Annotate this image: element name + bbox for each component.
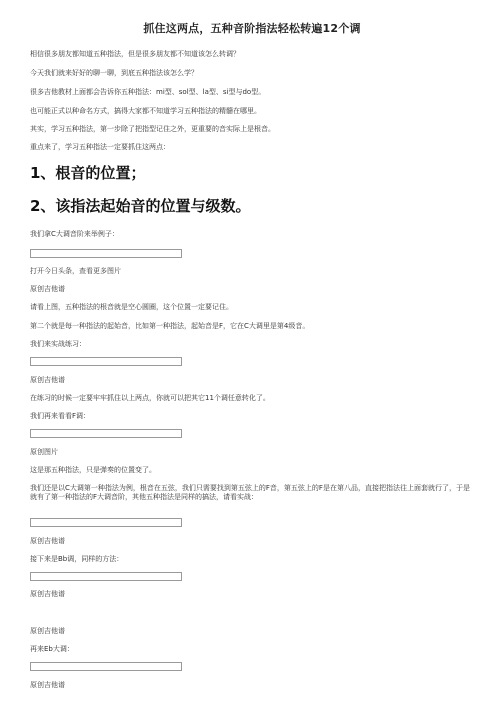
section-heading: 2、该指法起始音的位置与级数。 — [30, 197, 251, 215]
body-paragraph: 请看上图，五种指法的根音就是空心圆圈，这个位置一定要记住。 — [30, 303, 233, 311]
body-paragraph: 接下来是Bb调，同样的方法： — [30, 555, 124, 563]
image-placeholder — [30, 249, 182, 258]
image-placeholder — [30, 518, 182, 527]
body-paragraph: 我们再来看看F调： — [30, 412, 91, 420]
intro-paragraph: 重点来了，学习五种指法一定要抓住这两点： — [30, 143, 170, 151]
intro-paragraph: 相信很多朋友都知道五种指法，但是很多朋友都不知道该怎么转调？ — [30, 50, 240, 58]
body-paragraph: 在练习的时候一定要牢牢抓住以上两点，你就可以把其它11个调任意转化了。 — [30, 394, 270, 402]
intro-paragraph: 今天我们就来好好的聊一聊，到底五种指法该怎么学？ — [30, 69, 198, 77]
intro-paragraph: 其实，学习五种指法，第一步除了把指型记住之外，更重要的音实际上是根音。 — [30, 125, 275, 133]
intro-paragraph: 也可能正式以种命名方式，搞得大家都不知道学习五种指法的精髓在哪里。 — [30, 107, 261, 115]
image-caption: 原创图片 — [30, 448, 58, 456]
image-link-text[interactable]: 打开今日头条，查看更多图片 — [30, 267, 121, 275]
image-caption: 原创吉他谱 — [30, 590, 65, 598]
body-paragraph: 这是那五种指法，只是弹奏的位置变了。 — [30, 466, 156, 474]
image-placeholder — [30, 357, 182, 366]
image-placeholder — [30, 429, 182, 438]
image-placeholder — [30, 662, 182, 671]
body-paragraph: 再来Eb大调： — [30, 645, 74, 653]
image-caption: 原创吉他谱 — [30, 627, 65, 635]
image-placeholder — [30, 572, 182, 581]
image-caption: 原创吉他谱 — [30, 681, 65, 689]
section-heading: 1、根音的位置； — [30, 164, 146, 182]
image-caption: 原创吉他谱 — [30, 285, 65, 293]
document-title: 抓住这两点，五种音阶指法轻松转遍12个调 — [143, 22, 361, 35]
body-paragraph: 我们来实战练习： — [30, 340, 86, 348]
body-paragraph: 我们还是以C大调第一种指法为例，根音在五弦，我们只需要找到第五弦上的F音，第五弦上的F是在第八品，直接把指法往上面套就行了，于是就有了第一种指法的F大调音阶，其他五种指法是同样的搞法，请看实战： — [30, 484, 470, 501]
image-caption: 原创吉他谱 — [30, 376, 65, 384]
intro-paragraph: 很多吉他教材上面都会告诉你五种指法：mi型、sol型、la型、si型与do型。 — [30, 88, 266, 96]
body-paragraph: 第二个就是每一种指法的起始音，比如第一种指法，起始音是F，它在C大调里是第4级音。 — [30, 322, 310, 330]
image-caption: 原创吉他谱 — [30, 537, 65, 545]
body-paragraph: 我们拿C大调音阶来举例子： — [30, 230, 119, 238]
